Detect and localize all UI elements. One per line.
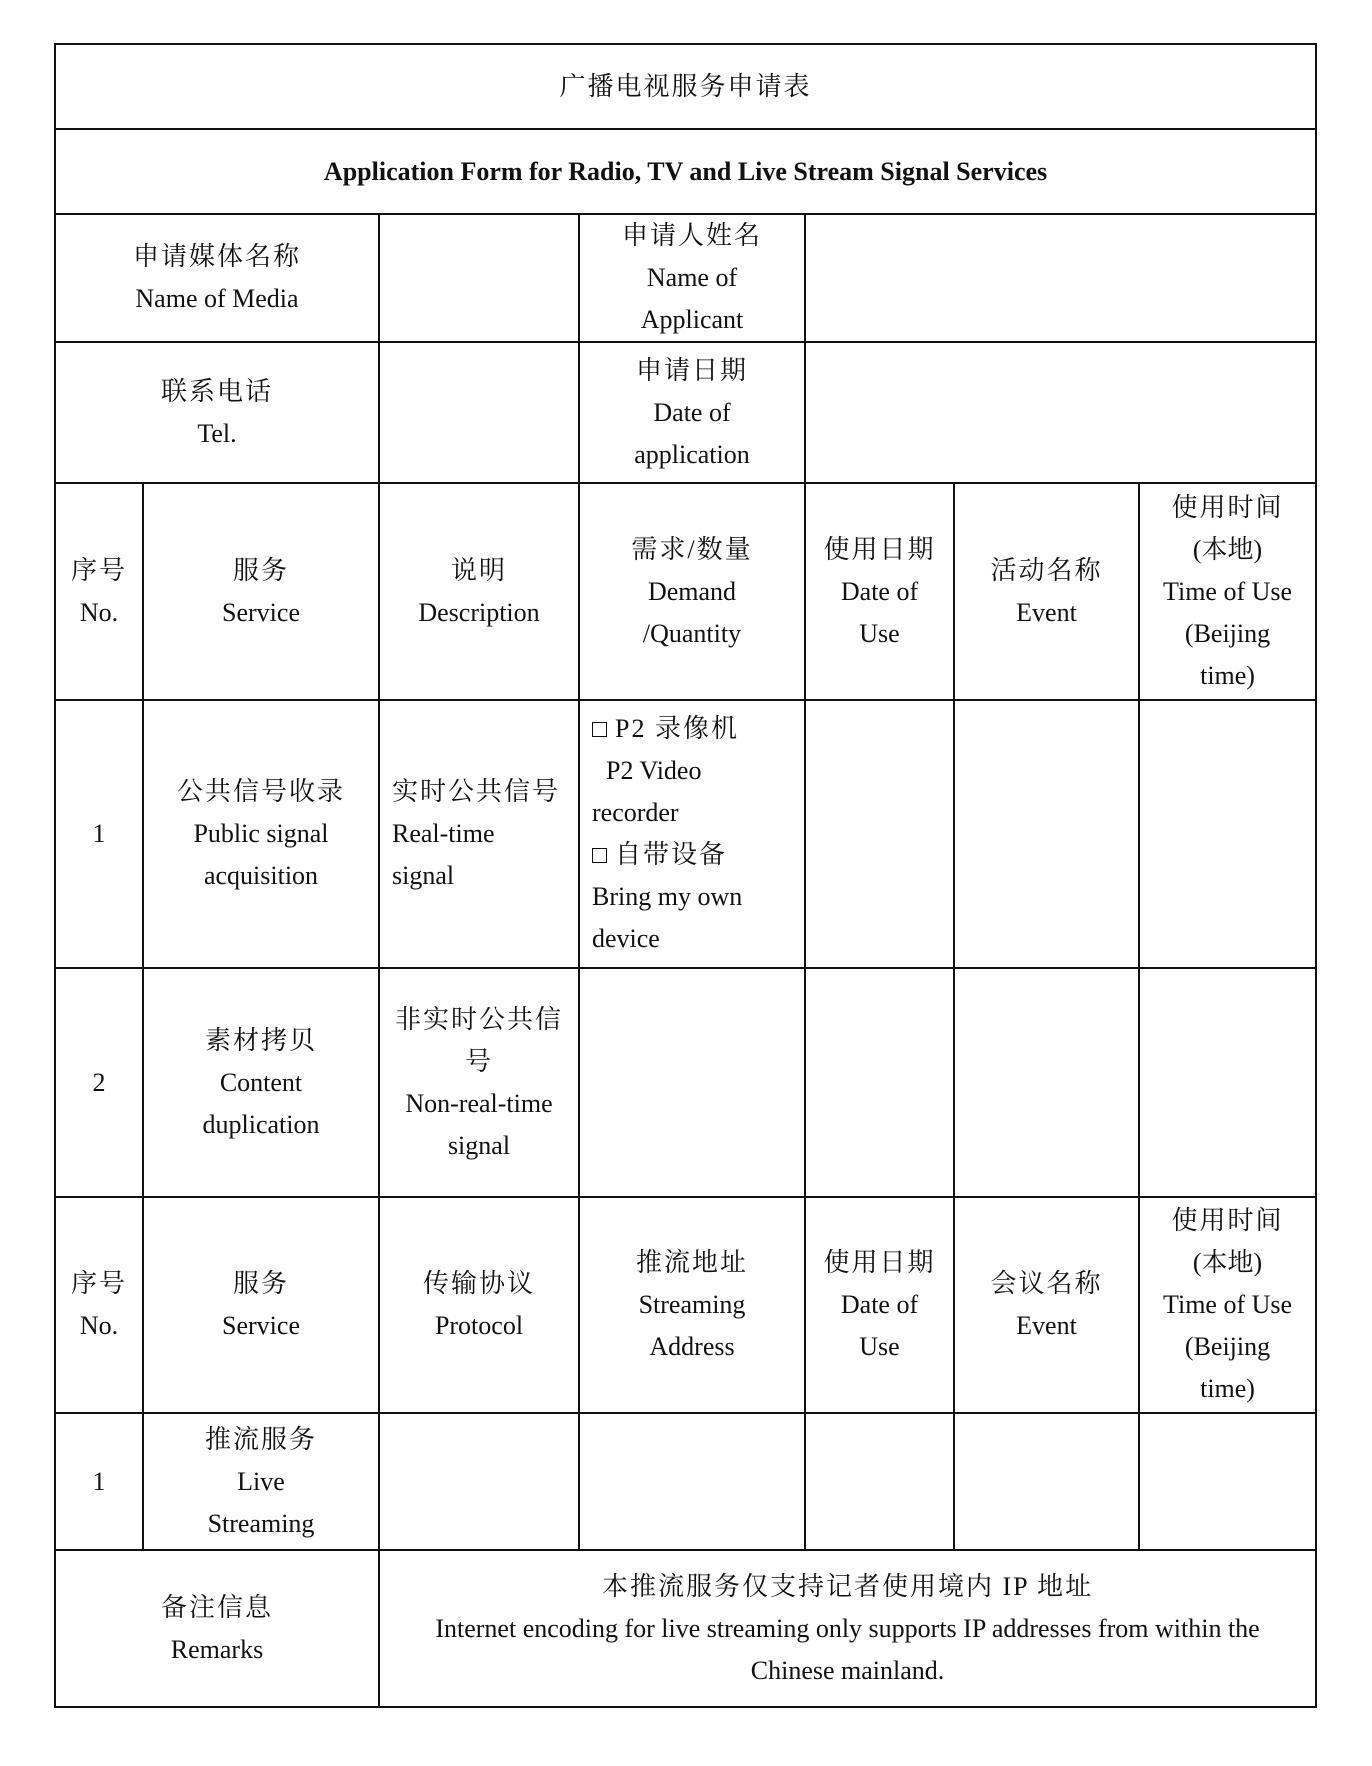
row2-service: 素材拷贝 Content duplication xyxy=(143,968,379,1197)
row2-demand-input[interactable] xyxy=(579,968,805,1197)
stream-date-input[interactable] xyxy=(805,1413,954,1550)
row2-description: 非实时公共信 号 Non-real-time signal xyxy=(379,968,579,1197)
form-title-en: Application Form for Radio, TV and Live Stream Signal Services xyxy=(55,129,1316,214)
header-no: 序号 No. xyxy=(55,483,143,700)
row1-time-input[interactable] xyxy=(1139,700,1316,968)
row1-no: 1 xyxy=(55,700,143,968)
application-form-table xyxy=(54,43,1317,1708)
row1-date-input[interactable] xyxy=(805,700,954,968)
stream-event-input[interactable] xyxy=(954,1413,1139,1550)
stream-header-event: 会议名称 Event xyxy=(954,1197,1139,1413)
stream-header-time: 使用时间 (本地) Time of Use (Beijing time) xyxy=(1139,1197,1316,1413)
option-own-device[interactable]: 自带设备 xyxy=(592,834,800,876)
stream-row-no: 1 xyxy=(55,1413,143,1550)
row2-date-input[interactable] xyxy=(805,968,954,1197)
tel-label: 联系电话 Tel. xyxy=(55,342,379,483)
header-service: 服务 Service xyxy=(143,483,379,700)
p2-recorder-checkbox[interactable] xyxy=(592,722,607,737)
row1-event-input[interactable] xyxy=(954,700,1139,968)
option-p2-recorder[interactable]: P2 录像机 xyxy=(592,708,800,750)
stream-row-service: 推流服务 Live Streaming xyxy=(143,1413,379,1550)
media-name-label: 申请媒体名称 Name of Media xyxy=(55,214,379,342)
stream-header-service: 服务 Service xyxy=(143,1197,379,1413)
own-device-checkbox[interactable] xyxy=(592,848,607,863)
stream-header-no: 序号 No. xyxy=(55,1197,143,1413)
stream-address-input[interactable] xyxy=(579,1413,805,1550)
form-title-cn: 广播电视服务申请表 xyxy=(55,44,1316,129)
stream-time-input[interactable] xyxy=(1139,1413,1316,1550)
row1-description: 实时公共信号 Real-time signal xyxy=(379,700,579,968)
tel-input[interactable] xyxy=(379,342,579,483)
header-demand: 需求/数量 Demand /Quantity xyxy=(579,483,805,700)
header-event: 活动名称 Event xyxy=(954,483,1139,700)
applicant-name-input[interactable] xyxy=(805,214,1316,342)
applicant-name-label: 申请人姓名 Name of Applicant xyxy=(579,214,805,342)
application-date-input[interactable] xyxy=(805,342,1316,483)
media-name-input[interactable] xyxy=(379,214,579,342)
header-description: 说明 Description xyxy=(379,483,579,700)
row2-no: 2 xyxy=(55,968,143,1197)
stream-header-address: 推流地址 Streaming Address xyxy=(579,1197,805,1413)
stream-header-date: 使用日期 Date of Use xyxy=(805,1197,954,1413)
row1-demand-options: P2 录像机 P2 Video recorder 自带设备 Bring my own device xyxy=(579,700,805,968)
stream-header-protocol: 传输协议 Protocol xyxy=(379,1197,579,1413)
remarks-text: 本推流服务仅支持记者使用境内 IP 地址 Internet encoding for live streaming only supports IP addresses from within the Chinese mainland. xyxy=(379,1550,1316,1707)
row1-service: 公共信号收录 Public signal acquisition xyxy=(143,700,379,968)
header-time-of-use: 使用时间 (本地) Time of Use (Beijing time) xyxy=(1139,483,1316,700)
row2-time-input[interactable] xyxy=(1139,968,1316,1197)
stream-protocol-input[interactable] xyxy=(379,1413,579,1550)
header-date-of-use: 使用日期 Date of Use xyxy=(805,483,954,700)
row2-event-input[interactable] xyxy=(954,968,1139,1197)
application-date-label: 申请日期 Date of application xyxy=(579,342,805,483)
remarks-label: 备注信息 Remarks xyxy=(55,1550,379,1707)
